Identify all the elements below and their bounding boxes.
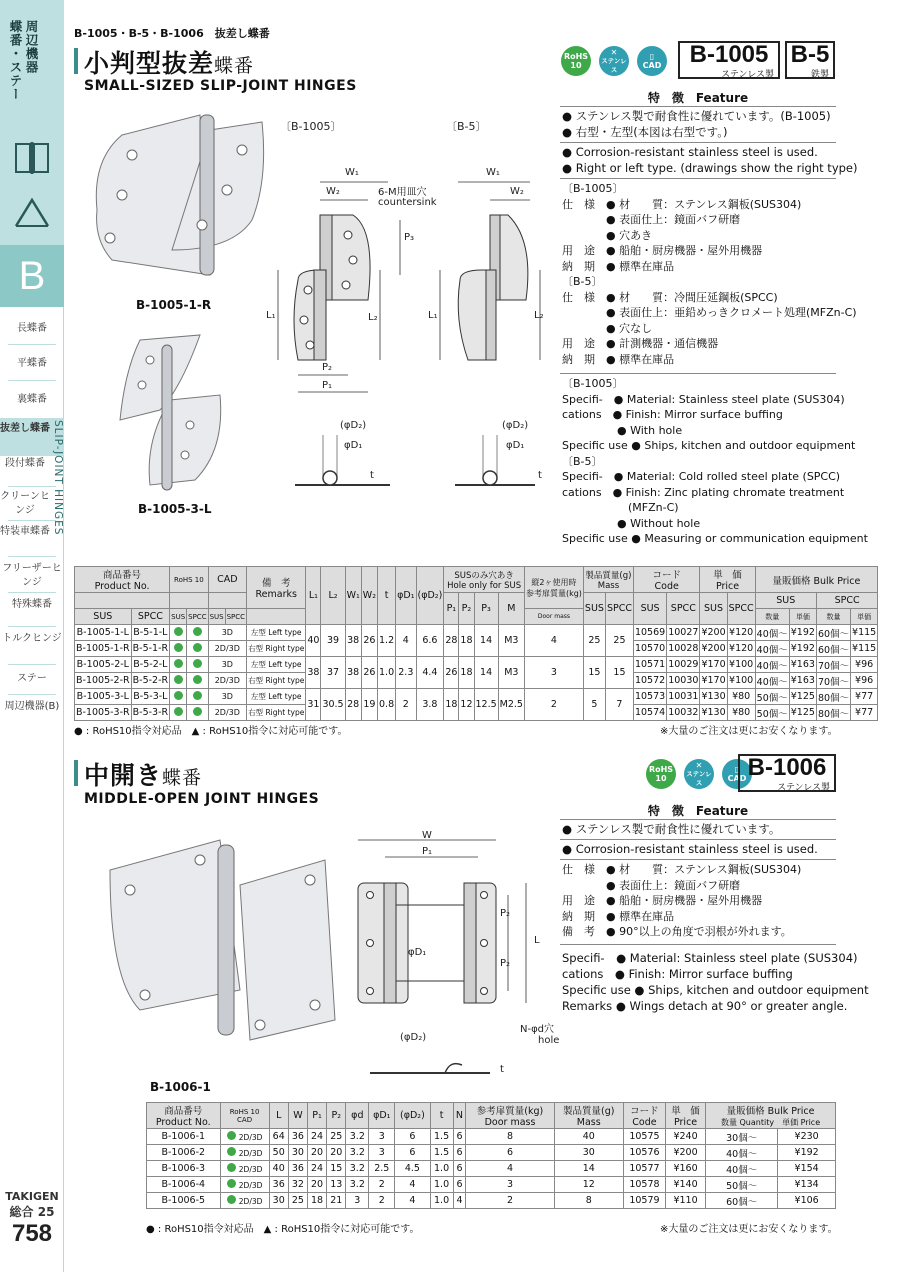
th-product-no-2: 商品番号 Product No. xyxy=(147,1103,221,1129)
dim-d1: φD₁ xyxy=(344,440,363,451)
catalog-label: 総合 xyxy=(9,1205,34,1219)
dim-b1006-w: W xyxy=(422,830,432,841)
th-cad: CAD xyxy=(208,567,246,593)
breadcrumb: B-1005・B-5・B-1006 抜差し蝶番 xyxy=(74,27,270,40)
sidebar-item-1[interactable]: 平蝶番 xyxy=(17,358,47,369)
dim-b1006-t: t xyxy=(500,1064,504,1075)
sidebar-divider xyxy=(8,380,56,381)
sidebar-item-10[interactable]: ステー xyxy=(17,673,47,684)
table-row: B-1005-3-L B-5-3-L 3D 左型 Left type 31 30.5 28 19 0.8 2 3.8 18 12 12.5 M2.5 2 5 7 10573 10031 ¥130 ¥80 50個～ ¥125 80個～ ¥77 xyxy=(75,689,878,705)
product-code-b5: B-5 鉄製 xyxy=(785,41,835,79)
table-row: B-1005-1-L B-5-1-L 3D 左型 Left type 40 39 38 26 1.2 4 6.6 28 18 14 M3 4 25 25 10569 10027 ¥200 ¥120 40個～ ¥192 60個～ ¥115 xyxy=(75,625,878,641)
dim-b5-w2: W₂ xyxy=(510,186,524,197)
section1-title: 小判型抜差蝶番 xyxy=(84,49,255,78)
th-product-no: 商品番号 Product No. xyxy=(75,567,170,593)
table-row: B-1005-2-R B-5-2-R 2D/3D 右型 Right type 10572 10030 ¥170 ¥100 40個～ ¥163 70個～ ¥96 xyxy=(75,673,878,689)
section1-subtitle: SMALL-SIZED SLIP-JOINT HINGES xyxy=(84,78,357,94)
dim-countersink-e: countersink xyxy=(378,197,437,208)
table-note-right-2: ※大量のご注文は更にお安くなります。 xyxy=(660,1224,838,1235)
sidebar-category-label-2: 蝶番・ステー xyxy=(8,20,23,101)
sidebar-item-2[interactable]: 裏蝶番 xyxy=(17,394,47,405)
feature-divider xyxy=(560,839,836,840)
dim-p3: P₃ xyxy=(404,232,415,243)
dim-countersink-j: 6-M用皿穴 xyxy=(378,187,427,198)
table-note-right-1: ※大量のご注文は更にお安くなります。 xyxy=(660,726,838,737)
table-note-left-2: ● : RoHS10指令対応品 ▲ : RoHS10指令に対応可能です。 xyxy=(146,1224,420,1235)
dim-l2: L₂ xyxy=(368,312,378,323)
table-note-left-1: ● : RoHS10指令対応品 ▲ : RoHS10指令に対応可能です。 xyxy=(74,726,348,737)
dim-t: t xyxy=(370,470,374,481)
product-code-b1005: B-1005 ステンレス製 xyxy=(678,41,780,79)
rohs-badge: RoHS 10 xyxy=(561,46,591,76)
features-list-2e: ● Corrosion-resistant stainless steel is used. xyxy=(562,842,818,856)
sidebar-item-3[interactable]: 抜差し蝶番 xyxy=(0,423,50,434)
sidebar-divider xyxy=(8,694,56,695)
feature-heading-1: 特 徴 Feature xyxy=(647,91,749,105)
features-list-2: ● ステンレス製で耐食性に優れています。 xyxy=(562,822,781,836)
sidebar-slip-label: SLIP-JOINT HINGES xyxy=(52,420,64,536)
table-row: B-1005-3-R B-5-3-R 2D/3D 右型 Right type 10574 10032 ¥130 ¥80 50個～ ¥125 80個～ ¥77 xyxy=(75,705,878,721)
dim-b1006-d1: φD₁ xyxy=(408,947,427,958)
feature-divider xyxy=(560,819,836,820)
dimension-drawing-b1006 xyxy=(350,835,550,1075)
sidebar-item-11[interactable]: 周辺機器(B) xyxy=(4,701,60,712)
sidebar-category-label: 周辺機器 xyxy=(24,20,39,74)
table-row: B-1005-1-R B-5-1-R 2D/3D 右型 Right type 10570 10028 ¥200 ¥120 40個～ ¥192 60個～ ¥115 xyxy=(75,641,878,657)
dim-l1: L₁ xyxy=(266,310,276,321)
drawing-label-b1005: 〔B-1005〕 xyxy=(280,120,342,133)
photo-b1005-3-l xyxy=(100,330,230,495)
brand-name: TAKIGEN xyxy=(5,1190,59,1203)
dim-b1006-l: L xyxy=(534,935,540,946)
feature-divider xyxy=(560,373,836,374)
cad-badge-2: ▯ CAD xyxy=(722,759,752,789)
cad-badge: ▯ CAD xyxy=(637,46,667,76)
feature-heading-2: 特 徴 Feature xyxy=(647,804,749,818)
dim-b1006-p1: P₁ xyxy=(422,846,433,857)
spec-table-b1006: 商品番号 Product No. RoHS 10 CAD L W P₁ P₂ φd φD₁ (φD₂) t N 参考扉質量(kg) Door mass 製品質量(g) Mass コード Code 単 価 Price 量販価格 Bulk Price 数量 Quantity 単価 Price B-1006-1 2D/3D 64 36 24 25 3.2 3 6 1.5 6 8 40 10575 ¥240 30個～ ¥230 B-1006-2 2D/3D 50 30 20 20 3.2 3 6 1.5 6 6 30 10576 ¥200 40個～ ¥192 B-1006-3 2D/3D 40 36 24 15 3.2 2.5 4.5 1.0 6 4 14 10577 ¥160 40個～ ¥154 B-1006-4 2D/3D 36 32 20 13 3.2 2 4 1.0 6 3 12 10578 ¥140 50個～ ¥134 B-1006-5 2D/3D 30 25 18 21 3 2 4 1.0 4 2 8 10579 ¥110 60個～ ¥106 xyxy=(146,1102,836,1209)
sidebar-divider xyxy=(8,344,56,345)
feature-divider xyxy=(560,106,836,107)
page-number: 758 xyxy=(11,1220,53,1247)
sidebar-item-5[interactable]: クリーンヒンジ xyxy=(0,491,50,516)
features-list-1: ● ステンレス製で耐食性に優れています。(B-1005) ● 右型・左型(本図は右型です。) xyxy=(562,109,831,139)
dim-b1006-d2: (φD₂) xyxy=(400,1032,427,1043)
dim-w2: W₂ xyxy=(326,186,340,197)
dim-b5-d1: φD₁ xyxy=(506,440,525,451)
sidebar-divider xyxy=(8,556,56,557)
stay-icon xyxy=(12,192,52,232)
dim-b1006-p2b: P₂ xyxy=(500,958,511,969)
table-row: B-1006-2 2D/3D 50 30 20 20 3.2 3 6 1.5 6 6 30 10576 ¥200 40個～ ¥192 xyxy=(147,1145,836,1161)
feature-divider xyxy=(560,859,836,860)
dim-b5-d2: (φD₂) xyxy=(502,420,529,431)
sidebar-divider xyxy=(8,664,56,665)
th-remarks: 備 考 Remarks xyxy=(247,567,306,609)
feature-divider xyxy=(560,944,836,945)
dim-p1: P₁ xyxy=(322,380,333,391)
spec-list-e-1: 〔B-1005〕 Specifi- ● Material: Stainless steel plate (SUS304) cations ● Finish: Mirror surface buffing ● With hole Specific use ● Ships, kitchen and outdoor equipment 〔B-5〕 Specifi- ● Material: Cold rolled steel plate (SPCC) cations ● Finish: Zinc plating chromate treatment (MFZn-C) ● Without hole Specific use ● Measuring or communication equipment xyxy=(562,377,868,545)
dim-w1: W₁ xyxy=(345,167,359,178)
photo-b1006-1 xyxy=(90,830,340,1060)
table-row: B-1006-1 2D/3D 64 36 24 25 3.2 3 6 1.5 6 8 40 10575 ¥240 30個～ ¥230 xyxy=(147,1129,836,1145)
section2-subtitle: MIDDLE-OPEN JOINT HINGES xyxy=(84,791,320,807)
dim-b5-w1: W₁ xyxy=(486,167,500,178)
stainless-badge-2: ✕ ステンレス xyxy=(684,759,714,789)
drawing-label-b5: 〔B-5〕 xyxy=(446,120,487,133)
sidebar-item-7[interactable]: フリーザーヒンジ xyxy=(2,563,62,588)
feature-divider xyxy=(560,142,836,143)
spec-list-e-2: Specifi- ● Material: Stainless steel plate (SUS304) cations ● Finish: Mirror surface buffing Specific use ● Ships, kitchen and outdoor equipment Remarks ● Wings detach at 90° or greater angle. xyxy=(562,951,869,1013)
hinge-icon xyxy=(12,138,52,178)
table-row: B-1006-3 2D/3D 40 36 24 15 3.2 2.5 4.5 1.0 6 4 14 10577 ¥160 40個～ ¥154 xyxy=(147,1161,836,1177)
sidebar-item-6[interactable]: 特装車蝶番 xyxy=(0,526,50,537)
title-accent-bar-2 xyxy=(74,760,78,786)
product-code-b1006: B-1006 ステンレス製 xyxy=(738,754,836,792)
sidebar-divider xyxy=(8,592,56,593)
dim-b1006-hole-e: hole xyxy=(538,1035,560,1046)
feature-divider xyxy=(560,178,836,179)
sidebar xyxy=(0,0,64,1272)
dim-b5-t: t xyxy=(538,470,542,481)
sidebar-divider xyxy=(8,520,56,521)
sidebar-divider xyxy=(8,626,56,627)
photo-caption-2: B-1005-3-L xyxy=(138,502,212,516)
spec-table-b1005: 商品番号 Product No. RoHS 10 CAD 備 考 Remarks L₁ L₂ W₁ W₂ t φD₁ (φD₂) SUSのみ穴あき Hole only for SUS 縦2ヶ使用時 参考扉質量(kg) 製品質量(g) Mass コード Code 単 価 Price 量販価格 Bulk Price P₁ P₂ P₃ M SUS SPCC SUS SPCC SUS SPCC SUS SPCC SUS SPCC SUS SPCC SUS SPCC Door mass 数量 単価 数量 単価 B-1005-1-L B-5-1-L 3D 左型 Left type 40 39 38 26 1.2 4 6.6 28 18 14 M3 4 25 25 10569 10027 ¥200 ¥120 40個～ ¥192 60個～ ¥115 B-1005-1-R B-5-1-R 2D/3D 右型 Right type 10570 10028 ¥200 ¥120 40個～ ¥192 60個～ ¥115 B-1005-2-L B-5-2-L 3D 左型 Left type 38 37 38 26 1.0 2.3 4.4 26 18 14 M3 3 15 15 10571 10029 ¥170 ¥100 40個～ ¥163 70個～ ¥96 B-1005-2-R B-5-2-R 2D/3D 右型 Right type 10572 10030 ¥170 ¥100 40個～ ¥163 70個～ ¥96 B-1005-3-L B-5-3-L 3D 左型 Left type 31 30.5 28 19 0.8 2 3.8 18 12 12.5 M2.5 2 5 7 10573 10031 ¥130 ¥80 50個～ ¥125 80個～ ¥77 B-1005-3-R B-5-3-R 2D/3D 右型 Right type 10574 10032 ¥130 ¥80 50個～ ¥125 80個～ ¥77 xyxy=(74,566,878,721)
photo-caption-3: B-1006-1 xyxy=(150,1080,211,1094)
dim-p2: P₂ xyxy=(322,362,333,373)
sidebar-item-0[interactable]: 長蝶番 xyxy=(17,323,47,334)
th-rohs: RoHS 10 xyxy=(170,567,208,593)
sidebar-item-4[interactable]: 段付蝶番 xyxy=(5,458,45,469)
table-row: B-1006-4 2D/3D 36 32 20 13 3.2 2 4 1.0 6 3 12 10578 ¥140 50個～ ¥134 xyxy=(147,1177,836,1193)
sidebar-item-8[interactable]: 特殊蝶番 xyxy=(12,599,52,610)
features-list-1e: ● Corrosion-resistant stainless steel is used. ● Right or left type. (drawings show the right type) xyxy=(562,145,858,175)
sidebar-footer xyxy=(0,1190,64,1248)
sidebar-letter: B xyxy=(0,245,64,307)
spec-list-j-1: 〔B-1005〕 仕 様 ● 材 質：ステンレス鋼板(SUS304) ● 表面仕上：鏡面バフ研磨 ● 穴あき 用 途 ● 船舶・厨房機器・屋外用機器 納 期 ● 標準在庫品 〔B-5〕 仕 様 ● 材 質：冷間圧延鋼板(SPCC) ● 表面仕上：亜鉛めっきクロメート処理(MFZn-C) ● 穴なし 用 途 ● 計測機器・通信機器 納 期 ● 標準在庫品 xyxy=(562,182,857,366)
photo-b1005-1-r xyxy=(82,110,272,290)
dim-b5-l2: L₂ xyxy=(534,310,544,321)
photo-caption-1: B-1005-1-R xyxy=(136,298,212,312)
sidebar-divider xyxy=(8,486,56,487)
dim-d2: (φD₂) xyxy=(340,420,367,431)
dim-b5-l1: L₁ xyxy=(428,310,438,321)
dim-b1006-p2: P₂ xyxy=(500,908,511,919)
catalog-number: 25 xyxy=(37,1205,55,1219)
section2-title: 中開き蝶番 xyxy=(84,761,203,790)
table-row: B-1005-2-L B-5-2-L 3D 左型 Left type 38 37 38 26 1.0 2.3 4.4 26 18 14 M3 3 15 15 10571 10029 ¥170 ¥100 40個～ ¥163 70個～ ¥96 xyxy=(75,657,878,673)
sidebar-item-9[interactable]: トルクヒンジ xyxy=(2,633,62,644)
stainless-badge: ✕ ステンレス xyxy=(599,46,629,76)
table-row: B-1006-5 2D/3D 30 25 18 21 3 2 4 1.0 4 2 8 10579 ¥110 60個～ ¥106 xyxy=(147,1193,836,1209)
title-accent-bar xyxy=(74,48,78,74)
rohs-badge-2: RoHS 10 xyxy=(646,759,676,789)
spec-list-j-2: 仕 様 ● 材 質：ステンレス鋼板(SUS304) ● 表面仕上：鏡面バフ研磨 用 途 ● 船舶・厨房機器・屋外用機器 納 期 ● 標準在庫品 備 考 ● 90°以上の角度で羽根が外れます。 xyxy=(562,863,802,938)
dim-b1006-hole: N-φd穴 xyxy=(520,1024,555,1035)
